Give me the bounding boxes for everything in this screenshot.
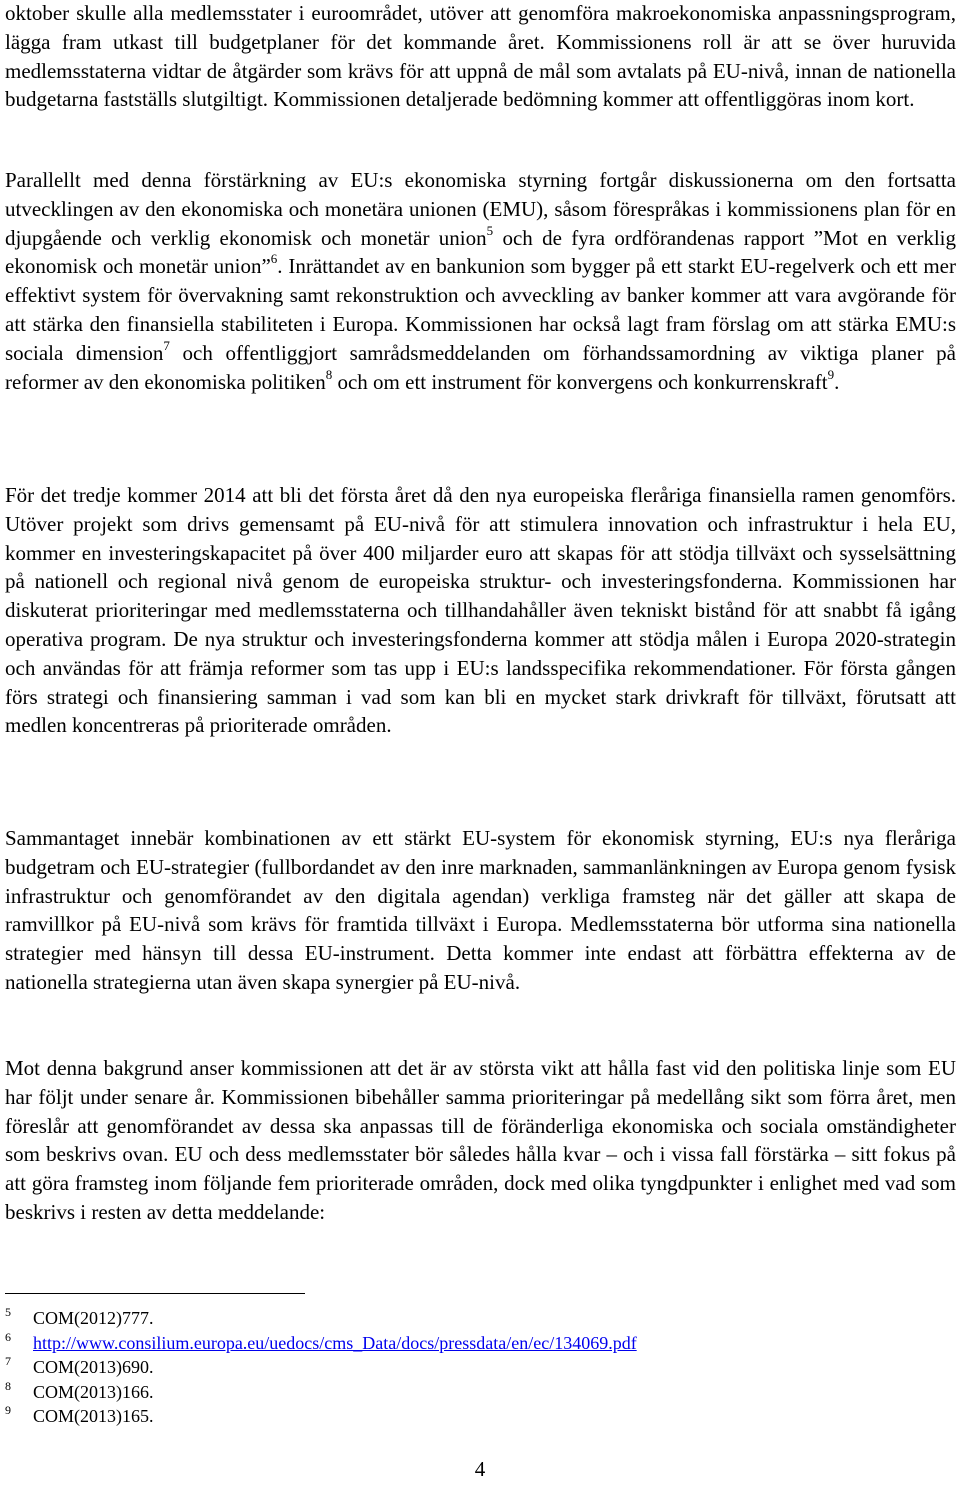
footnote-ref-8[interactable]: 8	[325, 366, 333, 382]
paragraph-text: Parallellt med denna förstärkning av EU:s ekonomiska styrning fortgår diskussionerna om den fortsatta utvecklingen av den ekonomiska och monetära unionen (EMU), såsom förespråkas i kommissionens plan för en djupgående och verklig ekonomisk och monetär union	[5, 168, 956, 250]
footnote-link[interactable]: http://www.consilium.europa.eu/uedocs/cms_Data/docs/pressdata/en/ec/134069.pdf	[33, 1333, 637, 1353]
footnote-ref-6[interactable]: 6	[270, 251, 278, 267]
footnote-text: COM(2013)165.	[33, 1406, 154, 1426]
paragraph-text: och offentliggjort samrådsmeddelanden om förhandssamordning av viktiga planer på reformer av den ekonomiska politiken	[5, 340, 956, 394]
footnote-number: 5	[5, 1305, 11, 1319]
paragraph-text: och om ett instrument för konvergens och konkurrenskraft	[332, 369, 828, 394]
footnote-number: 7	[5, 1354, 11, 1368]
footnote-number: 9	[5, 1403, 11, 1417]
paragraph-budget-plans: oktober skulle alla medlemsstater i euroområdet, utöver att genomföra makroekonomiska anpassningsprogram, lägga fram utkast till budgetplaner för det kommande året. Kommissionens roll är att se över huruvida medlemsstaterna vidtar de åtgärder som krävs för att uppnå de mål som avtalats på EU-nivå, innan de nationella budgetarna fastställs slutgiltigt. Kommissionen detaljerade bedömning kommer att offentliggöras inom kort.	[5, 1, 956, 112]
page-number: 4	[474, 1457, 486, 1481]
footnote-text: COM(2012)777.	[33, 1308, 154, 1328]
footnote-ref-7[interactable]: 7	[163, 337, 170, 353]
footnote-number: 8	[5, 1379, 11, 1393]
paragraph-text: .	[834, 369, 840, 394]
footnote-ref-5[interactable]: 5	[486, 222, 494, 238]
paragraph-emu-development	[5, 166, 956, 396]
paragraph-summary: Sammantaget innebär kombinationen av ett stärkt EU-system för ekonomisk styrning, EU:s nya fleråriga budgetram och EU-strategier (fullbordandet av den inre marknaden, sammanlänkningen av Europa genom fysisk infrastruktur och genomförandet av den digitala agendan) verkliga framsteg när det gäller att skapa de ramvillkor på EU-nivå som krävs för framtida tillväxt i Europa. Medlemsstaterna bör utforma sina nationella strategier med hänsyn till dessa EU-instrument. Detta kommer inte endast att förbättra effekterna av de nationella strategierna utan även skapa synergier på EU-nivå.	[5, 826, 956, 994]
paragraph-text: . Inrättandet av en bankunion som bygger på ett starkt EU-regelverk och ett mer effektivt system för övervakning samt rekonstruktion och avveckling av banker kommer att vara avgörande för att stärka den finansiella stabiliteten i Europa. Kommissionen har också lagt fram förslag om att stärka EMU:s sociala dimension	[5, 254, 956, 365]
paragraph-text: och de fyra ordförandenas rapport ”Mot en verklig ekonomisk och monetär union”	[5, 225, 956, 279]
paragraph-priorities: Mot denna bakgrund anser kommissionen att det är av största vikt att hålla fast vid den politiska linje som EU har följt under senare år. Kommissionen bibehåller samma prioriteringar på medellång sikt som förra året, men föreslår att genomförandet av dessa ska anpassas till de föränderliga ekonomiska och sociala omständigheter som beskrivs ovan. EU och dess medlemsstater bör således hålla kvar – och i vissa fall förstärka – sitt fokus på att göra framsteg inom följande fem prioriterade områden, dock med olika tyngdpunkter i enlighet med vad som beskrivs i resten av detta meddelande:	[5, 1056, 956, 1224]
footnote-separator	[5, 1293, 305, 1294]
paragraph-financial-framework: För det tredje kommer 2014 att bli det första året då den nya europeiska fleråriga finansiella ramen genomförs. Utöver projekt som drivs gemensamt på EU-nivå för att stimulera innovation och infrastruktur i hela EU, kommer en investeringskapacitet på över 400 miljarder euro att skapas för att stödja tillväxt och sysselsättning på nationell och regional nivå genom de europeiska struktur- och investeringsfonderna. Kommissionen har diskuterat prioriteringar med medlemsstaterna och tillhandahåller även tekniskt bistånd för att snabbt få igång operativa program. De nya struktur och investeringsfonderna kommer att stödja målen i Europa 2020-strategin och användas för att främja reformer som tas upp i EU:s landsspecifika rekommendationer. För första gången förs strategi och finansiering samman i vad som kan bli en mycket stark drivkraft för tillväxt, förutsatt att medlen koncentreras på prioriterade områden.	[5, 483, 956, 738]
footnote-ref-9[interactable]: 9	[827, 366, 835, 382]
footnote-number: 6	[5, 1330, 11, 1344]
footnote-text: COM(2013)166.	[33, 1382, 154, 1402]
footnote-text: COM(2013)690.	[33, 1357, 154, 1377]
